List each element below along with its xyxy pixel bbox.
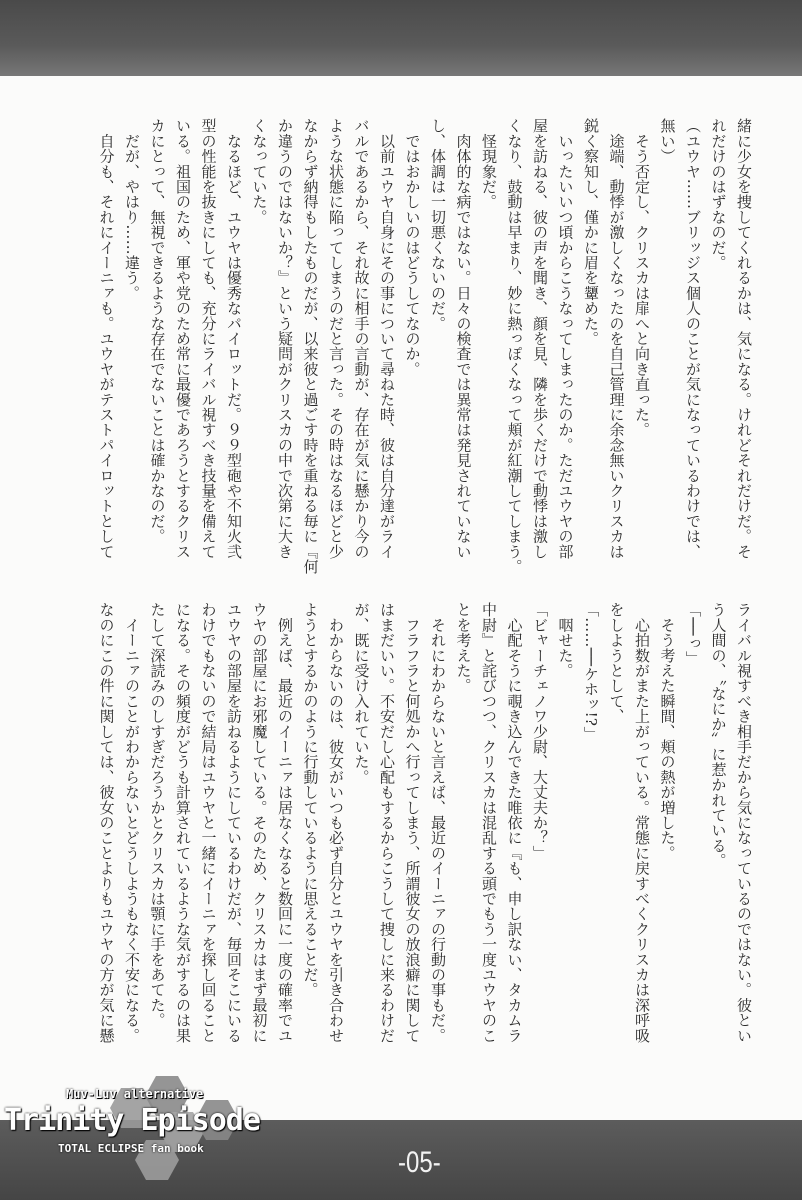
text-column: になる。その頻度がどうも計算されているような気がするのは果 bbox=[174, 602, 192, 1043]
lower-text-block bbox=[92, 602, 756, 1078]
text-column: たして深読みのしすぎだろうかとクリスカは顎に手をあてた。 bbox=[148, 602, 167, 1028]
text-column: をしようとして、 bbox=[607, 602, 626, 724]
text-column: フラフラと何処かへ行ってしまう、所謂彼女の放浪癖に関して bbox=[403, 602, 422, 1043]
text-column: くなり、鼓動は早まり、妙に熱っぽくなって頬が紅潮してしまう。 bbox=[505, 118, 524, 574]
text-column: 怪現象だ。 bbox=[480, 118, 498, 210]
text-column: いる。祖国のため、軍や党のため常に最優であろうとするクリス bbox=[174, 118, 192, 559]
text-column: ライバル視すべき相手だから気になっているのではない。彼とい bbox=[735, 602, 753, 1043]
upper-text-block bbox=[92, 118, 756, 594]
text-column: 「──っ」 bbox=[684, 602, 702, 667]
text-column: ではおかしいのはどうしてなのか。 bbox=[403, 118, 422, 377]
logo-subtitle: TOTAL ECLIPSE fan book bbox=[58, 1142, 204, 1155]
text-column: わけでもないので結局はユウヤと一緒にイーニァを探し回ること bbox=[199, 602, 218, 1043]
logo-title: Trinity Episode bbox=[4, 1103, 260, 1138]
page-number: -05- bbox=[398, 1146, 441, 1179]
text-column: そう考えた瞬間、頬の熱が増した。 bbox=[658, 602, 677, 861]
text-column: ような状態に陥ってしまうのだと言った。その時はなるほどと少 bbox=[327, 118, 345, 559]
text-column: 心配そうに覗き込んできた唯依に『も、申し訳ない、タカムラ bbox=[505, 602, 524, 1043]
text-column: か違うのではないか？』という疑問がクリスカの中で次第に大き bbox=[276, 118, 294, 559]
text-column: 中尉』と詫びつつ、クリスカは混乱する頭でもう一度ユウヤのこ bbox=[480, 602, 498, 1043]
text-column: ユウヤの部屋を訪ねるようにしているわけだが、毎回そこにいる bbox=[225, 602, 243, 1043]
text-column: なからず納得もしたものだが、以来彼と過ごす時を重ねる毎に『何 bbox=[301, 118, 320, 574]
text-column: 「……──ケホッ!?」 bbox=[582, 602, 600, 742]
text-column: れだけのはずなのだ。 bbox=[709, 118, 728, 270]
text-column: カにとって、無視できるような存在でないことは確かなのだ。 bbox=[148, 118, 167, 544]
text-column: そう否定し、クリスカは扉へと向き直った。 bbox=[633, 118, 651, 438]
logo-series: Muv-Luv alternative bbox=[66, 1087, 204, 1101]
text-column: 咽せた。 bbox=[556, 602, 575, 678]
text-column: バルであるから、それ故に相手の言動が、存在が気に懸かり今の bbox=[352, 118, 371, 559]
text-column: イーニァのことがわからないとどうしようもなく不安になる。 bbox=[123, 602, 141, 1043]
text-column: いったいいつ頃からこうなってしまったのか。ただユウヤの部 bbox=[556, 118, 575, 559]
text-column: し、体調は一切悪くないのだ。 bbox=[429, 118, 447, 331]
text-column: ウヤの部屋にお邪魔している。そのため、クリスカはまず最初に bbox=[250, 602, 269, 1043]
text-column: が、既に受け入れていた。 bbox=[352, 602, 371, 785]
text-column: なのにこの件に関しては、彼女のことよりもユウヤの方が気に懸 bbox=[97, 602, 116, 1043]
text-column: 肉体的な病ではない。日々の検査では異常は発見されていない bbox=[454, 118, 473, 559]
text-column: 緒に少女を捜してくれるかは、気になる。けれどそれだけだ。そ bbox=[735, 118, 753, 559]
text-column: はまだいい。不安だし心配もするからこうして捜しに来るわけだ bbox=[378, 602, 396, 1043]
text-column: 例えば、最近のイーニァは居なくなると数回に一度の確率でユ bbox=[276, 602, 294, 1043]
text-column: とを考えた。 bbox=[454, 602, 473, 694]
text-column: 「ビャーチェノワ少尉、大丈夫か？」 bbox=[531, 602, 549, 861]
text-column: 自分も、それにイーニァも。ユウヤがテストパイロットとして bbox=[97, 118, 116, 559]
text-column: ようとするかのように行動しているように思えることだ。 bbox=[301, 602, 320, 998]
text-column: わからないのは、彼女がいつも必ず自分とユウヤを引き合わせ bbox=[327, 602, 345, 1043]
text-column: 鋭く察知し、僅かに眉を顰めた。 bbox=[582, 118, 600, 346]
text-column: だが、やはり……違う。 bbox=[123, 118, 141, 301]
text-column: 以前ユウヤ自身にその事について尋ねた時、彼は自分達がライ bbox=[378, 118, 396, 559]
text-column: 屋を訪ねる、彼の声を聞き、顔を見、隣を歩くだけで動悸は激し bbox=[531, 118, 549, 559]
text-column: 途端、動悸が激しくなったのを自己管理に余念無いクリスカは bbox=[607, 118, 626, 559]
text-column: なるほど、ユウヤは優秀なパイロットだ。９９型砲や不知火弐 bbox=[225, 118, 243, 559]
top-scan-band bbox=[0, 0, 802, 76]
text-column: う人間の、〝なにか〟に惹かれている。 bbox=[709, 602, 728, 869]
text-column: 無い） bbox=[658, 118, 677, 164]
text-column: それにわからないと言えば、最近のイーニァの行動の事もだ。 bbox=[429, 602, 447, 1043]
text-column: くなっていた。 bbox=[250, 118, 269, 225]
text-column: 心拍数がまた上がっている。常態に戻すべくクリスカは深呼吸 bbox=[633, 602, 651, 1043]
text-column: （ユウヤ……ブリッジス個人のことが気になっているわけでは、 bbox=[684, 118, 702, 559]
text-column: 型の性能を抜きにしても、充分にライバル視すべき技量を備えて bbox=[199, 118, 218, 559]
